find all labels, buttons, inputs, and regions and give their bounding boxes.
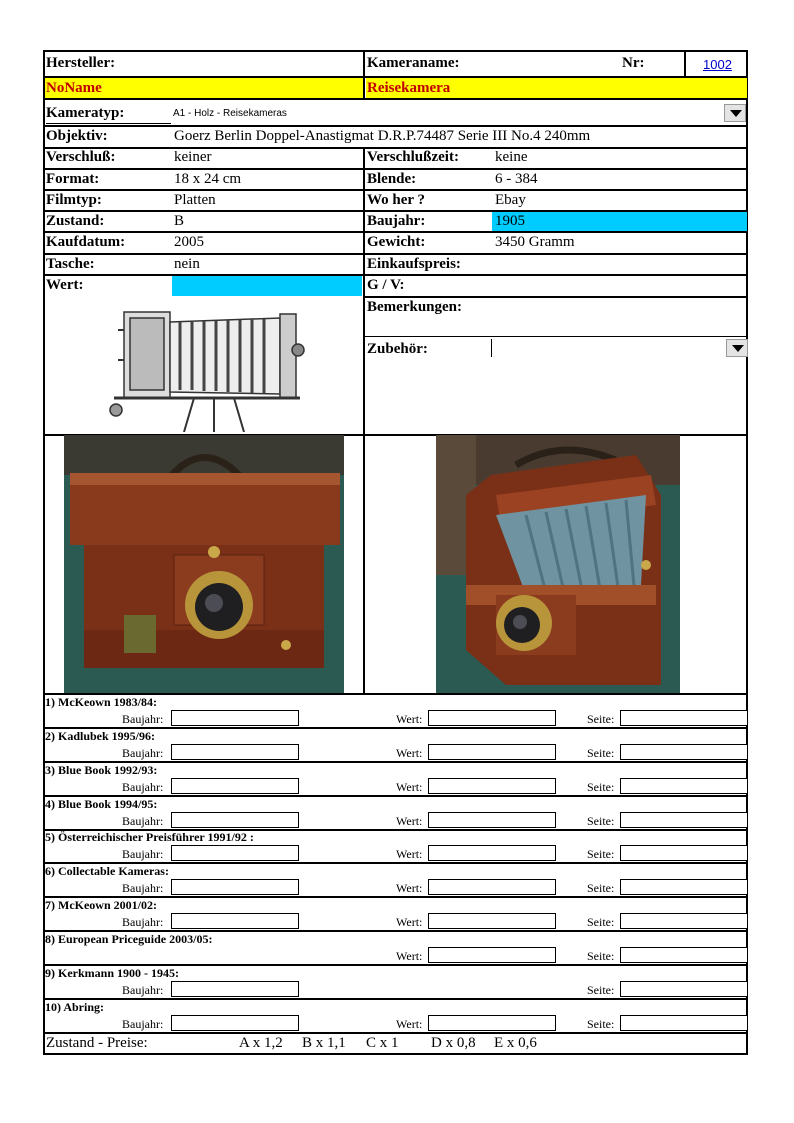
reference-title: 9) Kerkmann 1900 - 1945: [45,966,179,980]
divider [43,253,748,255]
reference-seite-field[interactable] [620,879,747,895]
divider [43,168,748,170]
gewicht-value: 3450 Gramm [495,234,575,250]
reference-baujahr-label: Baujahr: [122,814,164,828]
reference-wert-field[interactable] [428,947,556,963]
reference-wert-label: Wert: [396,847,423,861]
camera-photo-angle [436,435,680,693]
zustand-factor-c: C x 1 [366,1035,399,1051]
reference-baujahr-field[interactable] [171,879,299,895]
reference-wert-field[interactable] [428,812,556,828]
zustand-factor-e: E x 0,6 [494,1035,537,1051]
divider [43,274,748,276]
reference-title: 7) McKeown 2001/02: [45,898,157,912]
camera-drawing [104,300,312,432]
reference-wert-field[interactable] [428,913,556,929]
divider [365,296,748,298]
reference-baujahr-field[interactable] [171,778,299,794]
divider [43,1032,748,1034]
reference-seite-field[interactable] [620,744,747,760]
reference-baujahr-label: Baujahr: [122,881,164,895]
reference-seite-label: Seite: [587,712,615,726]
reference-baujahr-label: Baujahr: [122,983,164,997]
kaufdatum-value: 2005 [174,234,204,250]
divider [43,189,748,191]
zustand-factor-a: A x 1,2 [239,1035,283,1051]
reference-wert-label: Wert: [396,1017,423,1031]
reference-baujahr-label: Baujahr: [122,746,164,760]
blende-value: 6 - 384 [495,171,538,187]
reference-seite-field[interactable] [620,812,747,828]
reference-baujahr-label: Baujahr: [122,780,164,794]
wert-label: Wert: [46,277,84,293]
zubehoer-dropdown-field[interactable] [491,339,726,357]
baujahr-highlight [492,212,747,231]
reference-baujahr-field[interactable] [171,710,299,726]
format-label: Format: [46,171,100,187]
reference-baujahr-label: Baujahr: [122,1017,164,1031]
divider [363,147,365,694]
divider [46,123,171,124]
reference-seite-field[interactable] [620,710,747,726]
zustand-factor-b: B x 1,1 [302,1035,346,1051]
reference-seite-field[interactable] [620,845,747,861]
divider [43,231,748,233]
reference-wert-label: Wert: [396,915,423,929]
divider [43,125,748,127]
reference-seite-label: Seite: [587,847,615,861]
reference-wert-field[interactable] [428,710,556,726]
reference-baujahr-field[interactable] [171,1015,299,1031]
woher-value: Ebay [495,192,526,208]
nr-label: Nr: [622,55,645,71]
bemerkungen-label: Bemerkungen: [367,299,462,315]
reference-seite-label: Seite: [587,915,615,929]
filmtyp-value: Platten [174,192,216,208]
gv-label: G / V: [367,277,405,293]
reference-wert-field[interactable] [428,744,556,760]
objektiv-label: Objektiv: [46,128,108,144]
kameratyp-label: Kameratyp: [46,105,125,121]
gewicht-label: Gewicht: [367,234,426,250]
reference-baujahr-label: Baujahr: [122,915,164,929]
zustand-value: B [174,213,185,229]
kameraname-label: Kameraname: [367,55,460,71]
baujahr-value: 1905 [495,213,525,229]
reference-wert-label: Wert: [396,881,423,895]
zustand-factor-d: D x 0,8 [431,1035,476,1051]
kameraname-value: Reisekamera [367,80,451,96]
kameratyp-value[interactable]: A1 - Holz - Reisekameras [173,108,287,119]
reference-seite-field[interactable] [620,913,747,929]
divider [365,336,748,337]
reference-title: 10) Abring: [45,1000,105,1014]
kaufdatum-label: Kaufdatum: [46,234,126,250]
verschluss-value: keiner [174,149,212,165]
zubehoer-label: Zubehör: [367,341,428,357]
camera-photo-front [64,435,344,693]
reference-baujahr-label: Baujahr: [122,847,164,861]
reference-seite-label: Seite: [587,881,615,895]
reference-title: 1) McKeown 1983/84: [45,695,157,709]
reference-seite-label: Seite: [587,814,615,828]
reference-title: 8) European Priceguide 2003/05: [45,932,213,946]
zubehoer-dropdown-icon[interactable] [726,339,748,357]
verschlusszeit-label: Verschlußzeit: [367,149,459,165]
reference-baujahr-field[interactable] [171,845,299,861]
kameratyp-dropdown-icon[interactable] [724,104,746,122]
reference-title: 5) Österreichischer Preisführer 1991/92 : [45,830,254,844]
reference-seite-label: Seite: [587,949,615,963]
reference-title: 2) Kadlubek 1995/96: [45,729,156,743]
einkaufspreis-label: Einkaufspreis: [367,256,461,272]
reference-seite-field[interactable] [620,778,747,794]
reference-title: 4) Blue Book 1994/95: [45,797,158,811]
reference-title: 3) Blue Book 1992/93: [45,763,158,777]
divider [43,98,748,100]
reference-seite-label: Seite: [587,1017,615,1031]
reference-seite-label: Seite: [587,983,615,997]
reference-wert-field[interactable] [428,879,556,895]
zustand-preise-label: Zustand - Preise: [46,1035,148,1051]
reference-seite-field[interactable] [620,947,747,963]
reference-seite-field[interactable] [620,1015,747,1031]
reference-wert-field[interactable] [428,778,556,794]
tasche-label: Tasche: [46,256,95,272]
woher-label: Wo her ? [367,192,426,208]
reference-wert-label: Wert: [396,746,423,760]
reference-wert-label: Wert: [396,814,423,828]
reference-title: 6) Collectable Kameras: [45,864,169,878]
verschluss-label: Verschluß: [46,149,116,165]
divider [363,51,365,98]
verschlusszeit-value: keine [495,149,528,165]
baujahr-label: Baujahr: [367,213,426,229]
nr-link[interactable]: 1002 [703,57,732,72]
reference-seite-label: Seite: [587,746,615,760]
format-value: 18 x 24 cm [174,171,242,187]
hersteller-value: NoName [46,80,102,96]
reference-baujahr-label: Baujahr: [122,712,164,726]
hersteller-label: Hersteller: [46,55,116,71]
reference-seite-label: Seite: [587,780,615,794]
tasche-value: nein [174,256,200,272]
objektiv-value: Goerz Berlin Doppel-Anastigmat D.R.P.74487 Serie III No.4 240mm [174,128,591,144]
reference-seite-field[interactable] [620,981,747,997]
zustand-label: Zustand: [46,213,105,229]
reference-wert-field[interactable] [428,1015,556,1031]
reference-wert-label: Wert: [396,949,423,963]
reference-wert-field[interactable] [428,845,556,861]
reference-baujahr-field[interactable] [171,913,299,929]
reference-wert-label: Wert: [396,712,423,726]
filmtyp-label: Filmtyp: [46,192,102,208]
reference-wert-label: Wert: [396,780,423,794]
reference-baujahr-field[interactable] [171,812,299,828]
wert-highlight [172,276,362,296]
reference-baujahr-field[interactable] [171,981,299,997]
reference-baujahr-field[interactable] [171,744,299,760]
divider [43,998,748,1000]
blende-label: Blende: [367,171,417,187]
